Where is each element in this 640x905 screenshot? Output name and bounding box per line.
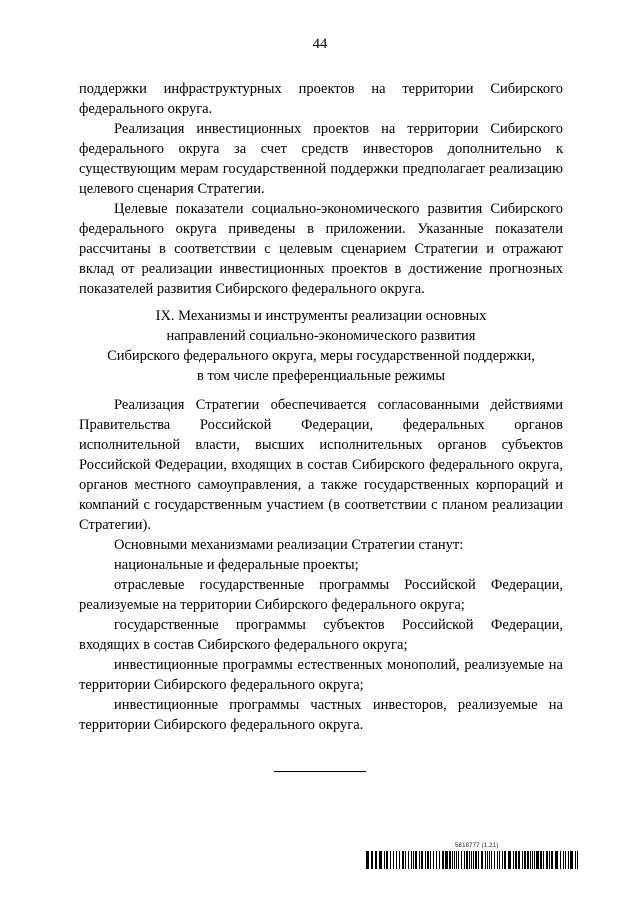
list-item-national-projects: национальные и федеральные проекты; bbox=[114, 557, 359, 573]
barcode-icon bbox=[366, 851, 578, 869]
section-heading-line-3: Сибирского федерального округа, меры государственной поддержки, bbox=[107, 348, 535, 364]
page-number: 44 bbox=[312, 36, 328, 52]
list-item-regional-programs: государственные программы субъектов Российской Федерации, входящих в состав Сибирского федерального округа; bbox=[79, 617, 563, 653]
body-text-block-2 bbox=[79, 395, 563, 735]
section-heading-line-2: направлений социально-экономического развития bbox=[166, 328, 476, 344]
document-code: 5818777 (1.21) bbox=[455, 843, 499, 849]
body-text-block-1 bbox=[79, 79, 563, 299]
end-divider-line bbox=[274, 771, 366, 772]
section-heading-line-1: IX. Механизмы и инструменты реализации основных bbox=[155, 308, 487, 324]
paragraph-target-indicators: Целевые показатели социально-экономического развития Сибирского федерального округа приведены в приложении. Указанные показатели рассчитаны в соответствии с целевым сценарием Стратегии и отражают вклад от реализации инвестиционных проектов в достижение прогнозных показателей развития Сибирского федерального округа. bbox=[79, 201, 563, 297]
list-item-monopoly-programs: инвестиционные программы естественных монополий, реализуемые на территории Сибирского федерального округа; bbox=[79, 657, 563, 693]
section-heading-line-4: в том числе преференциальные режимы bbox=[197, 368, 445, 384]
paragraph-investment-projects: Реализация инвестиционных проектов на территории Сибирского федерального округа за счет средств инвесторов дополнительно к существующим мерам государственной поддержки предполагает реализацию целевого сценария Стратегии. bbox=[79, 121, 563, 197]
section-heading bbox=[79, 306, 563, 386]
list-item-sectoral-programs: отраслевые государственные программы Российской Федерации, реализуемые на территории Сибирского федерального округа; bbox=[79, 577, 563, 613]
list-item-private-programs: инвестиционные программы частных инвесторов, реализуемые на территории Сибирского федерального округа. bbox=[79, 697, 563, 733]
paragraph-strategy-implementation: Реализация Стратегии обеспечивается согласованными действиями Правительства Российской Федерации, федеральных органов исполнительной власти, высших исполнительных органов субъектов Российской Федерации, входящих в состав Сибирского федерального округа, органов местного самоуправления, а также государственных корпораций и компаний с государственным участием (в соответствии с планом реализации Стратегии). bbox=[79, 397, 563, 533]
paragraph-main-mechanisms: Основными механизмами реализации Стратегии станут: bbox=[114, 537, 464, 553]
paragraph-continuation: поддержки инфраструктурных проектов на территории Сибирского федерального округа. bbox=[79, 81, 563, 117]
